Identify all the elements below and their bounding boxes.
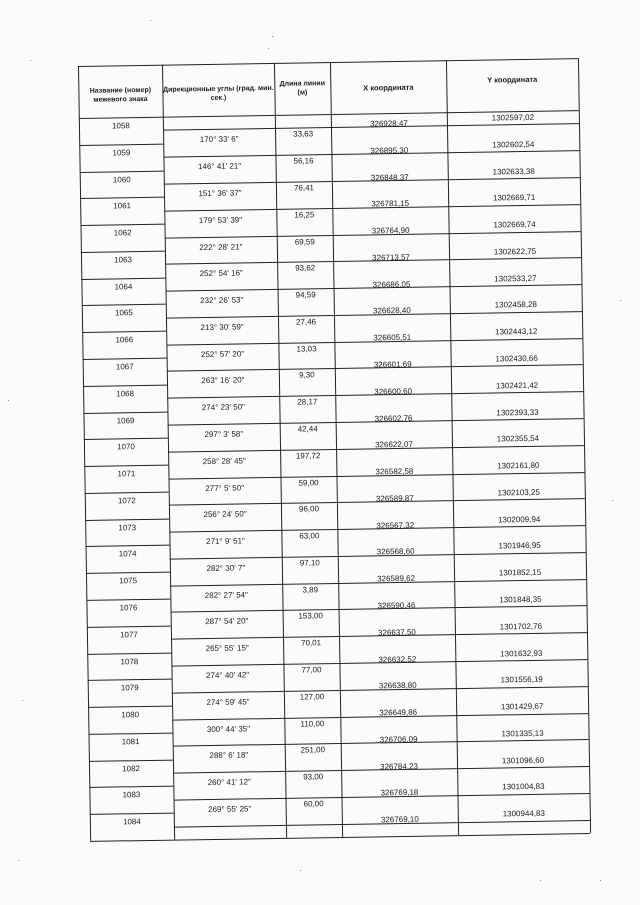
directional-angle: 179° 53' 39" bbox=[198, 215, 243, 225]
x-coordinate: 326848,37 bbox=[370, 172, 409, 182]
y-coordinate: 1301096,60 bbox=[501, 755, 545, 766]
directional-angle: 252° 54' 16" bbox=[199, 268, 243, 279]
x-coordinate: 326895,30 bbox=[370, 145, 409, 156]
directional-angle: 274° 23' 50" bbox=[201, 402, 246, 413]
y-coordinate: 1302430,66 bbox=[495, 353, 538, 364]
point-name: 1070 bbox=[117, 442, 135, 452]
point-name: 1061 bbox=[113, 201, 132, 211]
grid-hline bbox=[87, 625, 171, 627]
point-name: 1075 bbox=[119, 576, 138, 586]
point-name: 1078 bbox=[120, 656, 139, 666]
grid-hline bbox=[83, 411, 167, 413]
header-y-coordinate: Y координата bbox=[487, 74, 538, 85]
directional-angle: 274° 40' 42" bbox=[205, 670, 250, 681]
y-coordinate: 1301004,83 bbox=[502, 782, 545, 792]
directional-angle: 297° 3' 58" bbox=[204, 429, 244, 439]
point-name: 1068 bbox=[116, 388, 135, 399]
grid-hline bbox=[80, 170, 164, 172]
header-directional-angle: Дирекционные углы (град. мин. сек.) bbox=[163, 84, 274, 102]
y-coordinate: 1301335,13 bbox=[501, 728, 544, 739]
y-coordinate: 1302622,75 bbox=[493, 246, 537, 257]
point-name: 1081 bbox=[121, 736, 140, 747]
line-length: 97,10 bbox=[299, 558, 320, 568]
line-length: 76,41 bbox=[293, 183, 315, 193]
line-length: 33,63 bbox=[293, 129, 314, 140]
header-point-name: Название (номер) межевого знака bbox=[89, 86, 152, 104]
point-name: 1071 bbox=[117, 469, 136, 479]
directional-angle: 288° 6' 18" bbox=[209, 750, 249, 761]
point-name: 1080 bbox=[121, 710, 140, 720]
directional-angle: 300° 44' 35" bbox=[206, 723, 251, 734]
grid-hline bbox=[86, 545, 170, 547]
directional-angle: 260° 41' 12" bbox=[207, 777, 251, 788]
grid-hline bbox=[80, 224, 164, 226]
grid-hline bbox=[84, 465, 168, 467]
directional-angle: 274° 59' 45" bbox=[206, 697, 250, 707]
line-length: 96,00 bbox=[298, 504, 320, 514]
point-name: 1065 bbox=[114, 308, 133, 318]
x-coordinate: 326567,32 bbox=[376, 520, 415, 531]
x-coordinate: 326638,80 bbox=[378, 681, 417, 691]
y-coordinate: 1301556,19 bbox=[500, 675, 543, 685]
line-length: 16,25 bbox=[294, 210, 315, 220]
directional-angle: 265° 55' 15" bbox=[205, 643, 249, 654]
x-coordinate: 326686,05 bbox=[372, 279, 411, 290]
line-length: 93,62 bbox=[295, 263, 316, 273]
point-name: 1063 bbox=[114, 255, 133, 265]
x-coordinate: 326600,60 bbox=[374, 386, 413, 397]
line-length: 56,16 bbox=[293, 156, 314, 166]
grid-hline bbox=[90, 813, 174, 815]
x-coordinate: 326769,18 bbox=[380, 788, 419, 798]
y-coordinate: 1302443,12 bbox=[495, 327, 538, 337]
directional-angle: 222° 28' 21" bbox=[199, 241, 243, 252]
y-coordinate: 1302669,71 bbox=[492, 193, 536, 203]
point-name: 1062 bbox=[113, 228, 132, 238]
scan-speck bbox=[268, 48, 269, 49]
grid-hline bbox=[83, 384, 167, 386]
scan-speck bbox=[22, 700, 23, 701]
x-coordinate: 326928,47 bbox=[369, 118, 408, 129]
y-coordinate: 1302421,42 bbox=[495, 380, 539, 391]
directional-angle: 263° 16' 20" bbox=[201, 375, 245, 386]
y-coordinate: 1302633,38 bbox=[492, 166, 535, 177]
point-name: 1076 bbox=[119, 603, 138, 613]
grid-hline bbox=[81, 251, 165, 253]
x-coordinate: 326602,76 bbox=[374, 413, 413, 423]
directional-angle: 277° 5' 50" bbox=[205, 482, 245, 493]
scan-speck bbox=[8, 400, 9, 401]
y-coordinate: 1302103,25 bbox=[497, 487, 540, 498]
directional-angle: 146° 41' 21" bbox=[197, 161, 242, 172]
x-coordinate: 326637,50 bbox=[377, 627, 416, 638]
grid-hline bbox=[79, 143, 163, 145]
line-length: 27,46 bbox=[295, 317, 317, 327]
point-name: 1084 bbox=[122, 817, 141, 827]
directional-angle: 282° 30' 7" bbox=[206, 563, 246, 573]
directional-angle: 269° 55' 25" bbox=[208, 804, 252, 814]
y-coordinate: 1301852,15 bbox=[498, 568, 542, 578]
scan-speck bbox=[540, 880, 541, 881]
grid-hline bbox=[81, 277, 165, 279]
y-coordinate: 1301848,35 bbox=[499, 594, 542, 605]
grid-hline bbox=[82, 304, 166, 306]
scan-speck bbox=[612, 500, 613, 501]
line-length: 42,44 bbox=[297, 424, 318, 434]
directional-angle: 287° 54' 20" bbox=[205, 616, 249, 627]
y-coordinate: 1302393,33 bbox=[496, 407, 539, 418]
x-coordinate: 326764,90 bbox=[371, 225, 410, 236]
boundary-coordinates-table bbox=[78, 58, 590, 841]
x-coordinate: 326632,52 bbox=[378, 654, 417, 664]
grid-hline bbox=[89, 759, 173, 761]
line-length: 251,00 bbox=[300, 745, 326, 755]
point-name: 1072 bbox=[117, 496, 136, 506]
line-length: 28,17 bbox=[297, 397, 318, 407]
line-length: 13,03 bbox=[296, 343, 317, 354]
x-coordinate: 326590,46 bbox=[377, 600, 416, 611]
x-coordinate: 326605,51 bbox=[373, 333, 412, 343]
point-name: 1066 bbox=[115, 335, 134, 345]
y-coordinate: 1300944,83 bbox=[502, 808, 545, 819]
grid-hline bbox=[174, 824, 342, 828]
grid-hline bbox=[86, 572, 170, 574]
y-coordinate: 1302009,94 bbox=[497, 514, 541, 525]
line-length: 9,30 bbox=[299, 370, 315, 380]
y-coordinate: 1302533,27 bbox=[494, 273, 537, 284]
directional-angle: 151° 36' 37" bbox=[198, 188, 242, 199]
point-name: 1058 bbox=[111, 121, 130, 131]
grid-hline bbox=[83, 358, 167, 360]
point-name: 1073 bbox=[118, 522, 137, 533]
scan-speck bbox=[600, 880, 601, 881]
point-name: 1067 bbox=[115, 362, 134, 372]
y-coordinate: 1302458,28 bbox=[494, 300, 538, 310]
grid-hline bbox=[88, 732, 172, 734]
x-coordinate: 326601,69 bbox=[373, 359, 412, 370]
x-coordinate: 326622,07 bbox=[375, 440, 413, 450]
y-coordinate: 1302602,54 bbox=[492, 139, 535, 150]
scan-speck bbox=[18, 860, 19, 861]
scan-speck bbox=[272, 36, 273, 37]
grid-hline bbox=[84, 438, 168, 440]
directional-angle: 252° 57' 20" bbox=[200, 349, 245, 359]
point-name: 1060 bbox=[112, 174, 131, 185]
y-coordinate: 1301702,76 bbox=[499, 621, 543, 632]
point-name: 1077 bbox=[119, 629, 138, 640]
directional-angle: 170° 33' 6" bbox=[199, 134, 239, 145]
grid-hline bbox=[87, 652, 171, 654]
x-coordinate: 326568,60 bbox=[376, 547, 415, 557]
directional-angle: 213° 30' 59" bbox=[200, 322, 244, 332]
x-coordinate: 326589,87 bbox=[375, 493, 414, 504]
y-coordinate: 1302355,54 bbox=[496, 434, 540, 444]
line-length: 197,72 bbox=[295, 450, 321, 461]
y-coordinate: 1302669,74 bbox=[493, 219, 536, 230]
x-coordinate: 326706,09 bbox=[379, 734, 418, 745]
line-length: 60,00 bbox=[303, 799, 324, 809]
scan-speck bbox=[300, 870, 301, 871]
scan-speck bbox=[150, 20, 151, 21]
point-name: 1082 bbox=[122, 763, 140, 774]
header-line-length: Длина линии (м) bbox=[279, 80, 326, 97]
directional-angle: 256° 24' 50" bbox=[203, 509, 247, 520]
x-coordinate: 326589,62 bbox=[377, 573, 416, 584]
line-length: 153,00 bbox=[298, 611, 323, 621]
directional-angle: 232° 26' 53" bbox=[200, 295, 244, 306]
x-coordinate: 326649,86 bbox=[379, 707, 418, 718]
line-length: 93,00 bbox=[303, 772, 324, 782]
line-length: 69,59 bbox=[294, 236, 315, 247]
directional-angle: 258° 28' 45" bbox=[202, 456, 246, 466]
point-name: 1083 bbox=[122, 790, 141, 800]
y-coordinate: 1302597,02 bbox=[491, 112, 535, 123]
directional-angle: 282° 27' 54" bbox=[204, 590, 248, 600]
scan-speck bbox=[620, 300, 621, 301]
x-coordinate: 326784,23 bbox=[380, 761, 419, 771]
x-coordinate: 326769,10 bbox=[380, 814, 419, 825]
line-length: 59,00 bbox=[298, 477, 319, 488]
table-grid bbox=[78, 58, 578, 66]
y-coordinate: 1301429,67 bbox=[500, 701, 544, 712]
grid-hline bbox=[88, 679, 172, 681]
header-x-coordinate: X координата bbox=[363, 82, 414, 93]
y-coordinate: 1301632,93 bbox=[500, 648, 543, 658]
scan-speck bbox=[30, 60, 31, 61]
grid-hline bbox=[82, 331, 166, 333]
x-coordinate: 326713,57 bbox=[372, 252, 411, 263]
y-coordinate: 1302161,80 bbox=[497, 460, 540, 471]
line-length: 3,89 bbox=[302, 584, 319, 595]
grid-hline bbox=[90, 833, 590, 842]
grid-hline bbox=[86, 599, 170, 601]
point-name: 1064 bbox=[114, 281, 133, 292]
point-name: 1079 bbox=[120, 683, 139, 693]
grid-hline bbox=[78, 58, 578, 67]
point-name: 1074 bbox=[118, 549, 137, 559]
grid-hline bbox=[85, 492, 169, 494]
grid-hline bbox=[88, 706, 172, 708]
point-name: 1059 bbox=[112, 147, 131, 158]
grid-hline bbox=[89, 786, 173, 788]
line-length: 77,00 bbox=[301, 665, 322, 675]
line-length: 127,00 bbox=[299, 691, 325, 702]
directional-angle: 271° 9' 51" bbox=[206, 536, 245, 547]
line-length: 94,59 bbox=[295, 290, 316, 300]
x-coordinate: 326582,58 bbox=[375, 466, 414, 477]
y-coordinate: 1301946,95 bbox=[498, 541, 541, 551]
line-length: 63,00 bbox=[299, 531, 320, 541]
grid-hline bbox=[85, 518, 169, 520]
x-coordinate: 326781,15 bbox=[371, 199, 410, 209]
line-length: 70,01 bbox=[301, 638, 322, 648]
grid-hline bbox=[80, 197, 164, 199]
line-length: 110,00 bbox=[300, 718, 325, 729]
point-name: 1069 bbox=[116, 415, 135, 425]
x-coordinate: 326628,40 bbox=[372, 306, 411, 316]
